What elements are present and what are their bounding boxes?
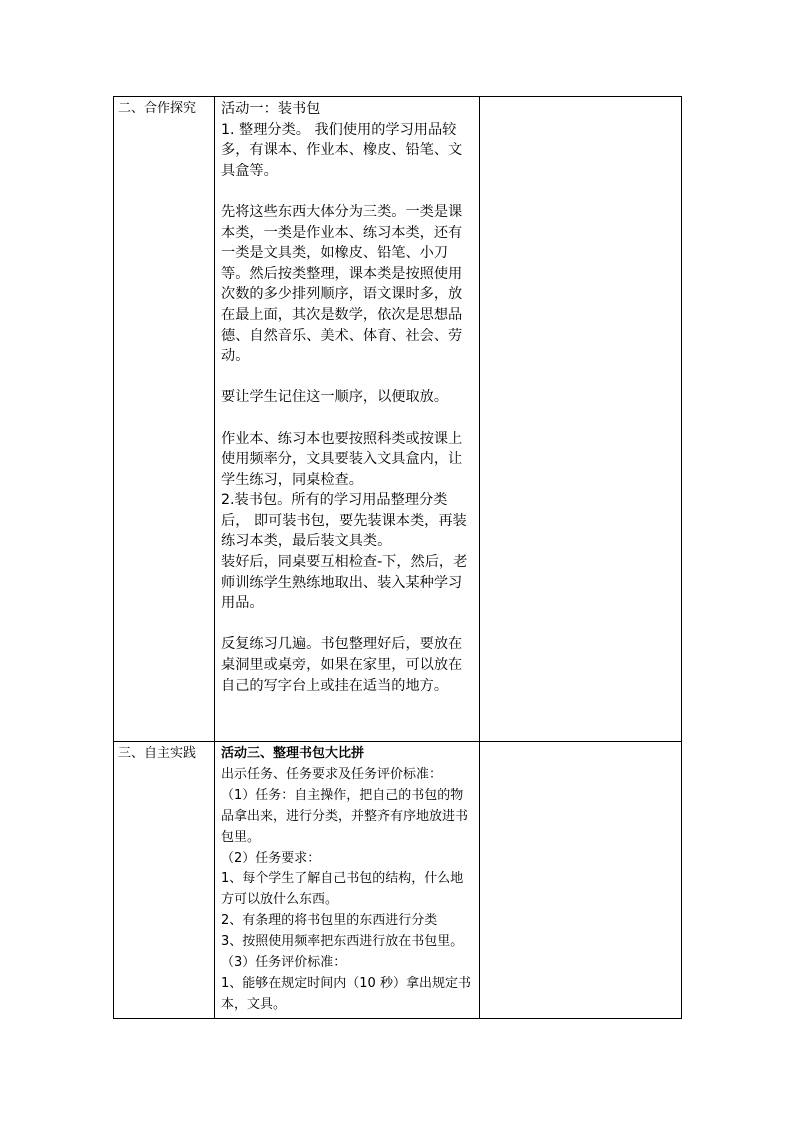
activity-content (215, 97, 480, 742)
blank-line (221, 181, 475, 202)
stage-label: 三、自主实践 (114, 742, 215, 1019)
activity-content (215, 742, 480, 1019)
content-paragraph: 出示任务、任务要求及任务评价标准： (221, 766, 443, 782)
content-paragraph: （3）任务评价标准： (221, 955, 347, 971)
activity-title: 活动三、整理书包大比拼 (221, 746, 365, 761)
content-paragraph: 要让学生记住这一顺序，以便取放。 (221, 389, 449, 406)
table-row (114, 97, 682, 742)
content-paragraph: （2）任务要求： (221, 850, 321, 866)
notes-cell (480, 742, 682, 1019)
notes-cell (480, 97, 682, 742)
table-row (114, 742, 682, 1019)
content-paragraph: 3、按照使用频率把东西进行放在书包里。 (221, 934, 464, 950)
lesson-plan-table (113, 96, 682, 1019)
content-paragraph: 1、每个学生了解自己书包的结构，什么地方可以放什么东西。 (221, 871, 464, 908)
blank-line (221, 367, 475, 388)
stage-label: 二、合作探究 (114, 97, 215, 742)
content-paragraph: 先将这些东西大体分为三类。一类是课本类，一类是作业本、练习本类，还有一类是文具类，如橡皮、铅笔、小刀等。然后按类整理，课本类是按照使用次数的多少排列顺序，语文课时多，放在最上面，其次是数学，依次是思想品德、自然音乐、美术、体育、社会、劳动。 (221, 203, 463, 365)
content-paragraph: 1、能够在规定时间内（10 秒）拿出规定书本，文具。 (221, 975, 471, 1012)
content-paragraph: 2、有条理的将书包里的东西进行分类 (221, 913, 438, 929)
activity-title: 活动一：装书包 (221, 101, 321, 117)
blank-line (221, 614, 475, 635)
content-paragraph: 1. 整理分类。 我们使用的学习用品较多，有课本、作业本、橡皮、铅笔、文具盒等。 (221, 121, 463, 179)
content-paragraph: （1）任务：自主操作，把自己的书包的物品拿出来，进行分类，并整齐有序地放进书包里。 (221, 787, 469, 845)
content-paragraph: 反复练习几遍。书包整理好后，要放在桌洞里或桌旁，如果在家里，可以放在自己的写字台上或挂在适当的地方。 (221, 636, 463, 694)
content-paragraph: 作业本、练习本也要按照科类或按课上使用频率分，文具要装入文具盒内，让学生练习，同桌检查。 (221, 430, 463, 488)
content-paragraph: 2.装书包。所有的学习用品整理分类后， 即可装书包，要先装课本类，再装练习本类，最后装文具类。 (221, 492, 467, 550)
blank-line (221, 408, 475, 429)
content-paragraph: 装好后，同桌要互相检查-下，然后，老师训练学生熟练地取出、装入某种学习用品。 (221, 554, 468, 612)
